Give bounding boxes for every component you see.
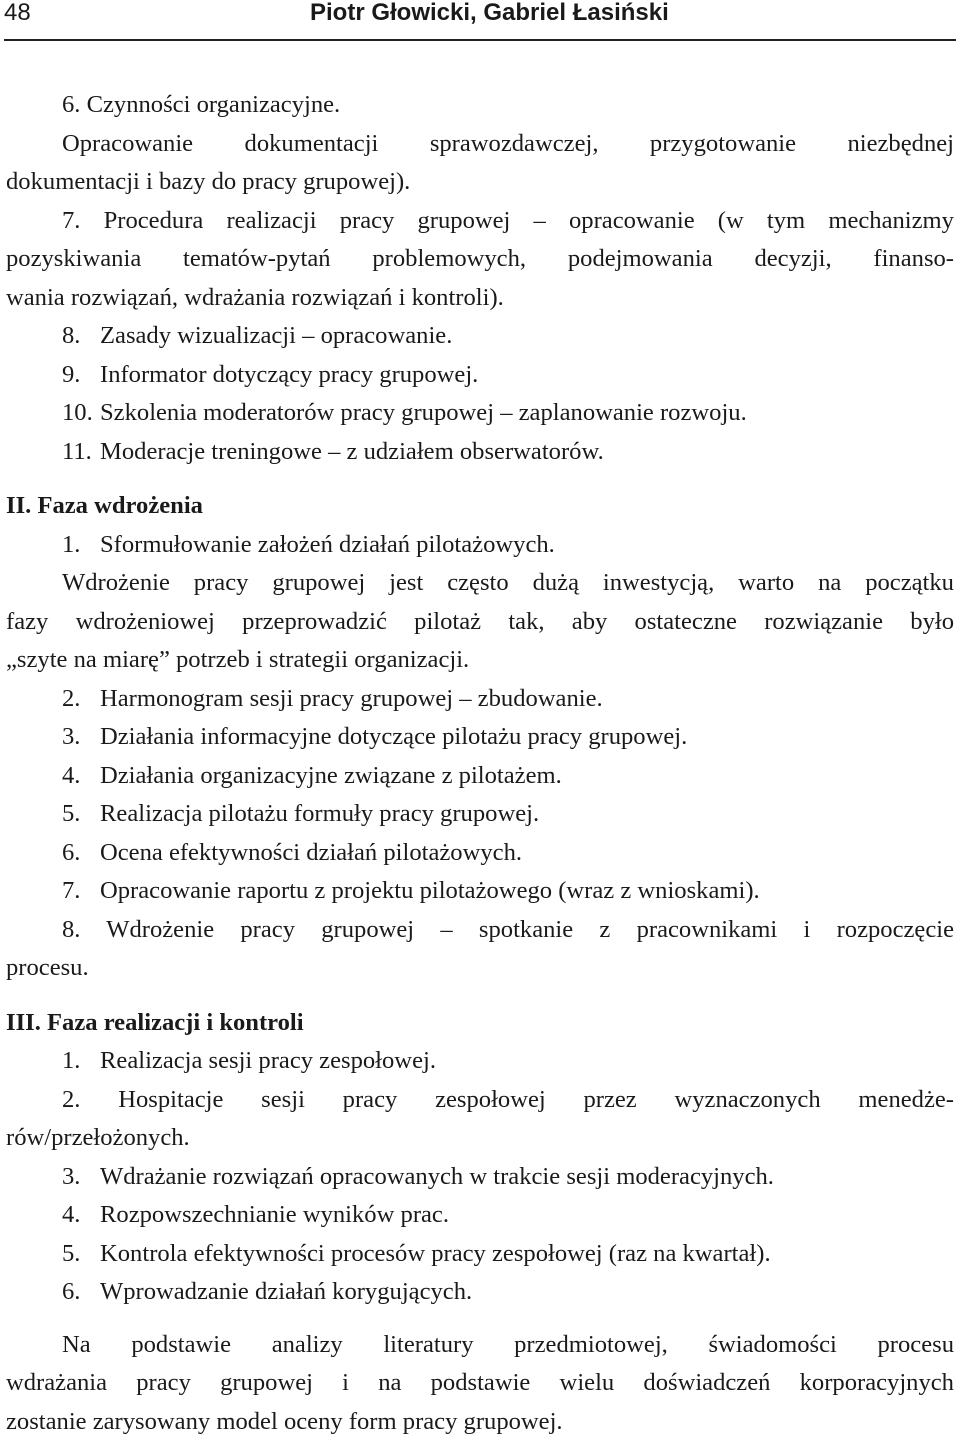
list-item: [6, 317, 954, 356]
list-item: 8. Wdrożenie pracy grupowej – spotkanie z pracownikami i rozpoczęcie: [6, 911, 954, 950]
list-item: [6, 526, 954, 565]
paragraph-line: Na podstawie analizy literatury przedmiotowej, świadomości procesu: [6, 1326, 954, 1365]
list-item-number: 1.: [62, 1042, 100, 1081]
paragraph-line: rów/przełożonych.: [6, 1119, 954, 1158]
list-item-number: 5.: [62, 1235, 100, 1274]
list-item-text: Zasady wizualizacji – opracowanie.: [100, 322, 452, 349]
paragraph-line: fazy wdrożeniowej przeprowadzić pilotaż tak, aby ostateczne rozwiązanie było: [6, 603, 954, 642]
page-number: 48: [4, 0, 31, 26]
list-item-text: Wprowadzanie działań korygujących.: [100, 1278, 472, 1305]
list-item-number: 1.: [62, 526, 100, 565]
list-item-number: 4.: [62, 757, 100, 796]
header-rule: [4, 39, 956, 41]
list-item-text: Kontrola efektywności procesów pracy zespołowej (raz na kwartał).: [100, 1240, 771, 1267]
paragraph-line: Wdrożenie pracy grupowej jest często dużą inwestycją, warto na początku: [6, 564, 954, 603]
list-item-number: 10.: [62, 394, 100, 433]
spacer: [6, 471, 954, 487]
list-item-number: 9.: [62, 356, 100, 395]
list-item-number: 6.: [62, 1273, 100, 1312]
list-item-text: Harmonogram sesji pracy grupowej – zbudowanie.: [100, 685, 603, 712]
paragraph-line: wania rozwiązań, wdrażania rozwiązań i kontroli).: [6, 279, 954, 318]
list-item: [6, 795, 954, 834]
list-item: 7. Procedura realizacji pracy grupowej – opracowanie (w tym mechanizmy: [6, 202, 954, 241]
spacer: [6, 988, 954, 1004]
section-heading: III. Faza realizacji i kontroli: [6, 1004, 954, 1043]
paragraph-line: zostanie zarysowany model oceny form pracy grupowej.: [6, 1403, 954, 1441]
list-item-number: 8.: [62, 317, 100, 356]
list-item: [6, 1235, 954, 1274]
list-item: [6, 872, 954, 911]
list-item-text: Działania informacyjne dotyczące pilotażu pracy grupowej.: [100, 723, 687, 750]
paragraph-line: pozyskiwania tematów-pytań problemowych, podejmowania decyzji, finanso-: [6, 240, 954, 279]
list-item: 6. Czynności organizacyjne.: [6, 86, 954, 125]
running-header-authors: Piotr Głowicki, Gabriel Łasiński: [310, 0, 669, 26]
paragraph-line: wdrażania pracy grupowej i na podstawie wielu doświadczeń korporacyjnych: [6, 1364, 954, 1403]
list-item-text: Szkolenia moderatorów pracy grupowej – zaplanowanie rozwoju.: [100, 399, 747, 426]
list-item-text: Moderacje treningowe – z udziałem obserwatorów.: [100, 438, 604, 465]
paragraph-line: „szyte na miarę” potrzeb i strategii organizacji.: [6, 641, 954, 680]
list-item-number: 11.: [62, 433, 100, 472]
paragraph-line: procesu.: [6, 949, 954, 988]
spacer: [6, 1312, 954, 1326]
list-item: [6, 718, 954, 757]
list-item-text: Realizacja sesji pracy zespołowej.: [100, 1047, 436, 1074]
paragraph-line: dokumentacji i bazy do pracy grupowej).: [6, 163, 954, 202]
section-heading: II. Faza wdrożenia: [6, 487, 954, 526]
list-item-text: Sformułowanie założeń działań pilotażowych.: [100, 531, 555, 558]
list-item-text: Realizacja pilotażu formuły pracy grupowej.: [100, 800, 539, 827]
list-item-number: 2.: [62, 680, 100, 719]
list-item-number: 5.: [62, 795, 100, 834]
list-item: [6, 1196, 954, 1235]
list-item: [6, 1158, 954, 1197]
list-item-number: 4.: [62, 1196, 100, 1235]
list-item-text: Ocena efektywności działań pilotażowych.: [100, 839, 522, 866]
list-item-text: Rozpowszechnianie wyników prac.: [100, 1201, 449, 1228]
body-text: [6, 86, 954, 1441]
list-item-text: Wdrażanie rozwiązań opracowanych w trakcie sesji moderacyjnych.: [100, 1163, 774, 1190]
list-item: [6, 834, 954, 873]
list-item: [6, 680, 954, 719]
list-item: [6, 394, 954, 433]
list-item: 2. Hospitacje sesji pracy zespołowej przez wyznaczonych menedże-: [6, 1081, 954, 1120]
paragraph-line: Opracowanie dokumentacji sprawozdawczej, przygotowanie niezbędnej: [6, 125, 954, 164]
list-item-number: 7.: [62, 872, 100, 911]
list-item-text: Informator dotyczący pracy grupowej.: [100, 361, 478, 388]
list-item-text: Działania organizacyjne związane z pilotażem.: [100, 762, 562, 789]
list-item-number: 6.: [62, 834, 100, 873]
list-item-text: Opracowanie raportu z projektu pilotażowego (wraz z wnioskami).: [100, 877, 760, 904]
running-header: [0, 0, 960, 34]
list-item-number: 3.: [62, 1158, 100, 1197]
list-item-number: 3.: [62, 718, 100, 757]
list-item: [6, 433, 954, 472]
list-item: [6, 356, 954, 395]
list-item: [6, 1042, 954, 1081]
list-item: [6, 757, 954, 796]
list-item: [6, 1273, 954, 1312]
